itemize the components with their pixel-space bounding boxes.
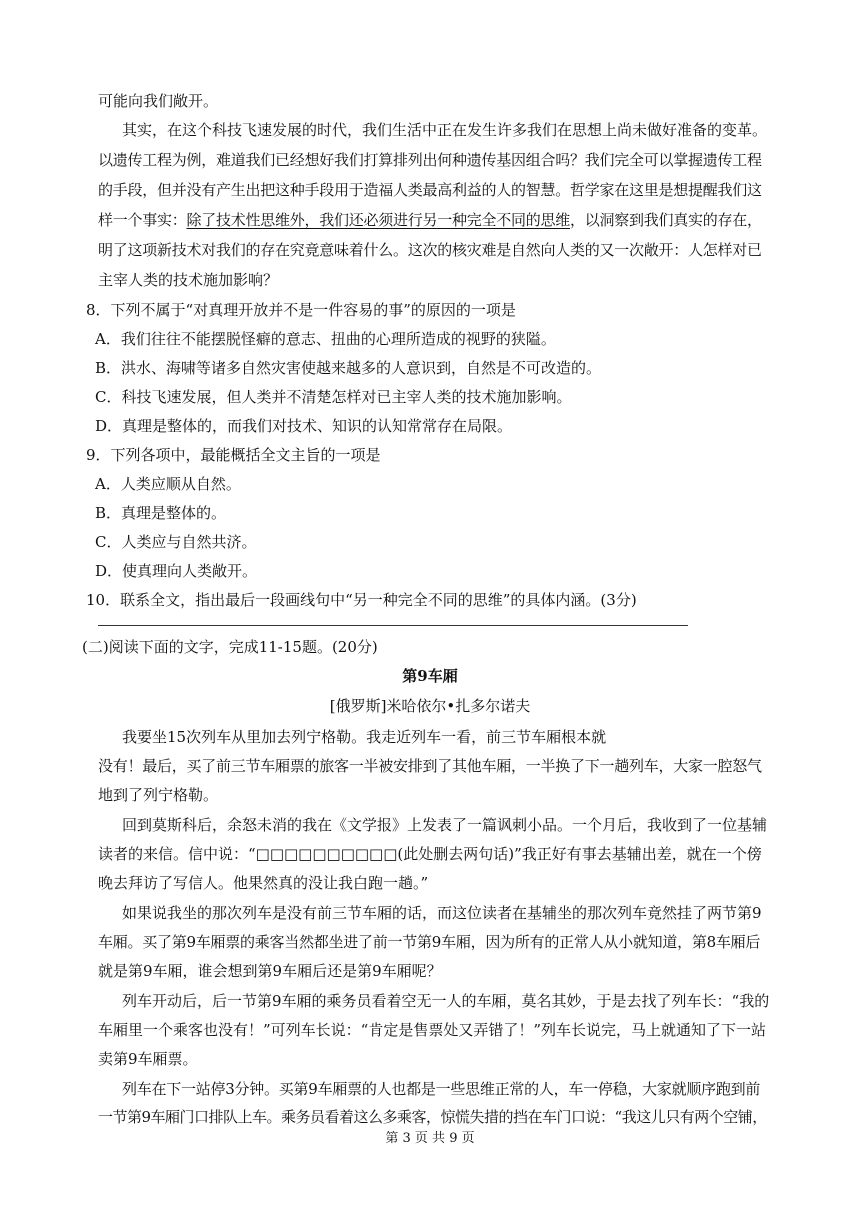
q8-option-c[interactable]: C．科技飞速发展，但人类并不清楚怎样对已主宰人类的技术施加影响。 — [95, 388, 572, 406]
story-line: 卖第9车厢票。 — [98, 1050, 198, 1068]
story-line: 车厢里一个乘客也没有！”可列车长说：“肯定是售票处又弄错了！”列车长说完，马上就通知了下一站 — [98, 1021, 767, 1039]
section-2-heading: (二)阅读下面的文字，完成11-15题。(20分) — [82, 638, 378, 656]
text-before: 样一个事实： — [98, 211, 187, 229]
story-line: 晚去拜访了写信人。他果然真的没让我白跑一趟。” — [98, 874, 429, 892]
q8-option-d[interactable]: D．真理是整体的，而我们对技术、知识的认知常常存在局限。 — [95, 417, 513, 435]
passage-line: 的手段，但并没有产生出把这种手段用于造福人类最高利益的人的智慧。哲学家在这里是想提醒我们这 — [98, 181, 762, 199]
question-8-stem: 8．下列不属于“对真理开放并不是一件容易的事”的原因的一项是 — [86, 301, 516, 319]
underlined-sentence: 除了技术性思维外，我们还必须进行另一种完全不同的思维 — [186, 211, 571, 229]
story-line: 列车在下一站停3分钟。买第9车厢票的人也都是一些思维正常的人，车一停稳，大家就顺序跑到前 — [122, 1080, 761, 1098]
passage-line: 明了这项新技术对我们的存在究竟意味着什么。这次的核灾难是自然向人类的又一次敞开：人怎样对已 — [98, 241, 762, 259]
story-line: 一节第9车厢门口排队上车。乘务员看着这么多乘客，惊慌失措的挡在车门口说：“我这儿只有两个空铺， — [98, 1108, 767, 1126]
story-line: 如果说我坐的那次列车是没有前三节车厢的话，而这位读者在基辅坐的那次列车竟然挂了两节第9 — [122, 904, 762, 922]
answer-blank-line[interactable] — [98, 625, 688, 626]
q9-option-b[interactable]: B．真理是整体的。 — [95, 504, 227, 522]
q8-option-b[interactable]: B．洪水、海啸等诸多自然灾害使越来越多的人意识到，自然是不可改造的。 — [95, 359, 602, 377]
passage-line: 以遗传工程为例，难道我们已经想好我们打算排列出何种遗传基因组合吗？我们完全可以掌握遗传工程 — [98, 151, 762, 169]
q9-option-a[interactable]: A．人类应顺从自然。 — [95, 475, 241, 493]
passage-line: 主宰人类的技术施加影响？ — [98, 271, 279, 289]
q9-option-c[interactable]: C．人类应与自然共济。 — [95, 533, 257, 551]
question-10-stem: 10．联系全文，指出最后一段画线句中“另一种完全不同的思维”的具体内涵。(3分) — [86, 591, 637, 609]
story-line: 没有！最后，买了前三节车厢票的旅客一半被安排到了其他车厢，一半换了下一趟列车，大家一腔怒气 — [98, 757, 762, 775]
story-line: 车厢。买了第9车厢票的乘客当然都坐进了前一节第9车厢，因为所有的正常人从小就知道，第8车厢后 — [98, 933, 761, 951]
story-line: 读者的来信。信中说：“□□□□□□□□□□(此处删去两句话)”我正好有事去基辅出差，就在一个傍 — [98, 845, 762, 863]
story-line: 我要坐15次列车从里加去列宁格勒。我走近列车一看，前三节车厢根本就 — [122, 728, 607, 746]
page-number-footer: 第 3 页 共 9 页 — [385, 1131, 475, 1146]
passage-line: 可能向我们敞开。 — [98, 92, 219, 110]
text-after: ，以洞察到我们真实的存在， — [570, 211, 762, 229]
story-line: 地到了列宁格勒。 — [98, 786, 219, 804]
story-line: 回到莫斯科后，余怒未消的我在《文学报》上发表了一篇讽刺小品。一个月后，我收到了一位基辅 — [122, 816, 768, 834]
story-title: 第9车厢 — [402, 667, 458, 685]
passage-line: 其实，在这个科技飞速发展的时代，我们生活中正在发生许多我们在思想上尚未做好准备的变革。 — [122, 121, 768, 139]
q8-option-a[interactable]: A．我们往往不能摆脱怪癖的意志、扭曲的心理所造成的视野的狭隘。 — [95, 330, 556, 348]
passage-line-underlined — [98, 210, 762, 230]
story-author: [俄罗斯]米哈依尔•扎多尔诺夫 — [329, 697, 531, 715]
story-line: 列车开动后，后一节第9车厢的乘务员看着空无一人的车厢，莫名其妙，于是去找了列车长：“我的 — [122, 992, 770, 1010]
story-line: 就是第9车厢，谁会想到第9车厢后还是第9车厢呢？ — [98, 962, 442, 980]
q9-option-d[interactable]: D．使真理向人类敞开。 — [95, 562, 258, 580]
question-9-stem: 9．下列各项中，最能概括全文主旨的一项是 — [86, 446, 381, 464]
